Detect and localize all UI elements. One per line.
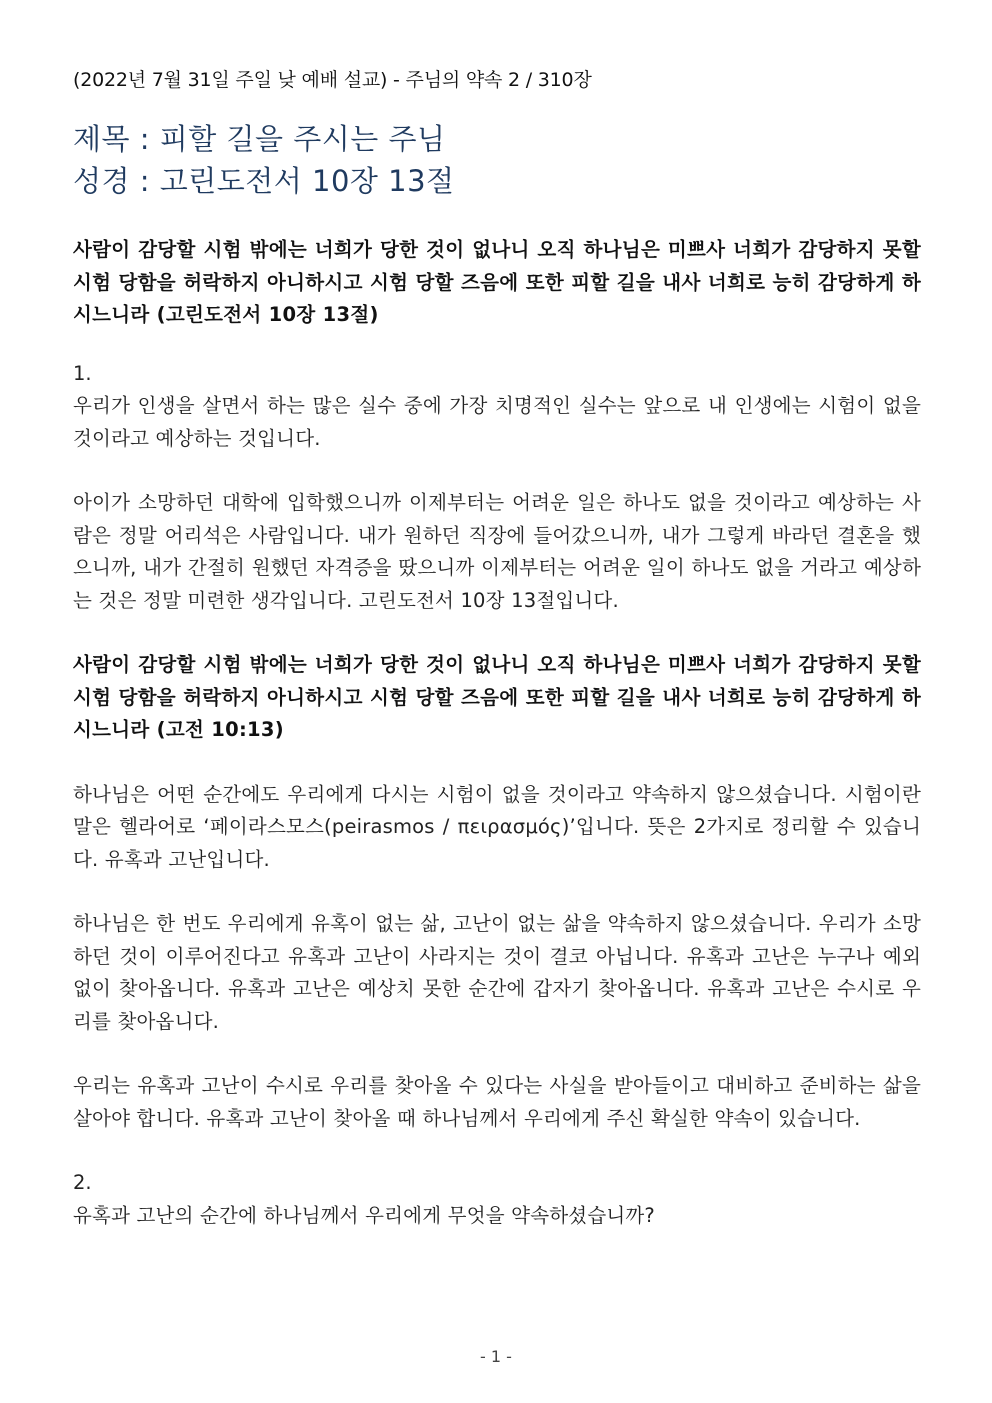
scripture-reference: 성경 : 고린도전서 10장 13절 [73, 164, 455, 198]
section-1-number: 1. [73, 361, 92, 385]
page-number: - 1 - [480, 1347, 512, 1366]
section-2-paragraph-1: 유혹과 고난의 순간에 하나님께서 우리에게 무엇을 약속하셨습니까? [73, 1203, 655, 1227]
section-1-paragraph-5: 우리는 유혹과 고난이 수시로 우리를 찾아올 수 있다는 사실을 받아들이고 대비하고 준비하는 삶을 살아야 합니다. 유혹과 고난이 찾아올 때 하나님께서 우리에게 주신 확실한 약속이 있습니다. [73, 1074, 921, 1130]
section-2-number: 2. [73, 1171, 92, 1194]
section-1-paragraph-4: 하나님은 한 번도 우리에게 유혹이 없는 삶, 고난이 없는 삶을 약속하지 않으셨습니다. 우리가 소망하던 것이 이루어진다고 유혹과 고난이 사라지는 것이 결코 아닙니다. 유혹과 고난은 누구나 예외 없이 찾아옵니다. 유혹과 고난은 예상치 못한 순간에 갑자기 찾아옵니다. 유혹과 고난은 수시로 우리를 찾아옵니다. [73, 912, 921, 1033]
intro-verse: 사람이 감당할 시험 밖에는 너희가 당한 것이 없나니 오직 하나님은 미쁘사 너희가 감당하지 못할 시험 당함을 허락하지 아니하시고 시험 당할 즈음에 또한 피할 길을 내사 너희로 능히 감당하게 하시느니라 (고린도전서 10장 13절) [73, 238, 921, 326]
section-1-paragraph-1: 우리가 인생을 살면서 하는 많은 실수 중에 가장 치명적인 실수는 앞으로 내 인생에는 시험이 없을 것이라고 예상하는 것입니다. [73, 394, 921, 450]
section-1-paragraph-3: 하나님은 어떤 순간에도 우리에게 다시는 시험이 없을 것이라고 약속하지 않으셨습니다. 시험이란 말은 헬라어로 ‘페이라스모스(peirasmos / πειρασμός)’입니다. 뜻은 2가지로 정리할 수 있습니다. 유혹과 고난입니다. [73, 782, 921, 871]
section-1-paragraph-2: 아이가 소망하던 대학에 입학했으니까 이제부터는 어려운 일은 하나도 없을 것이라고 예상하는 사람은 정말 어리석은 사람입니다. 내가 원하던 직장에 들어갔으니까, 내가 그렇게 바라던 결혼을 했으니까, 내가 간절히 원했던 자격증을 땄으니까 이제부터는 어려운 일이 하나도 없을 거라고 예상하는 것은 정말 미련한 생각입니다. 고린도전서 10장 13절입니다. [73, 491, 921, 612]
document-page [73, 64, 921, 1232]
sermon-title: 제목 : 피할 길을 주시는 주님 [73, 122, 446, 156]
title-block [73, 118, 921, 202]
sermon-header: (2022년 7월 31일 주일 낮 예배 설교) - 주님의 약속 2 / 310장 [73, 69, 592, 91]
section-1-verse: 사람이 감당할 시험 밖에는 너희가 당한 것이 없나니 오직 하나님은 미쁘사 너희가 감당하지 못할 시험 당함을 허락하지 아니하시고 시험 당할 즈음에 또한 피할 길을 내사 너희로 능히 감당하게 하시느니라 (고전 10:13) [73, 653, 921, 741]
